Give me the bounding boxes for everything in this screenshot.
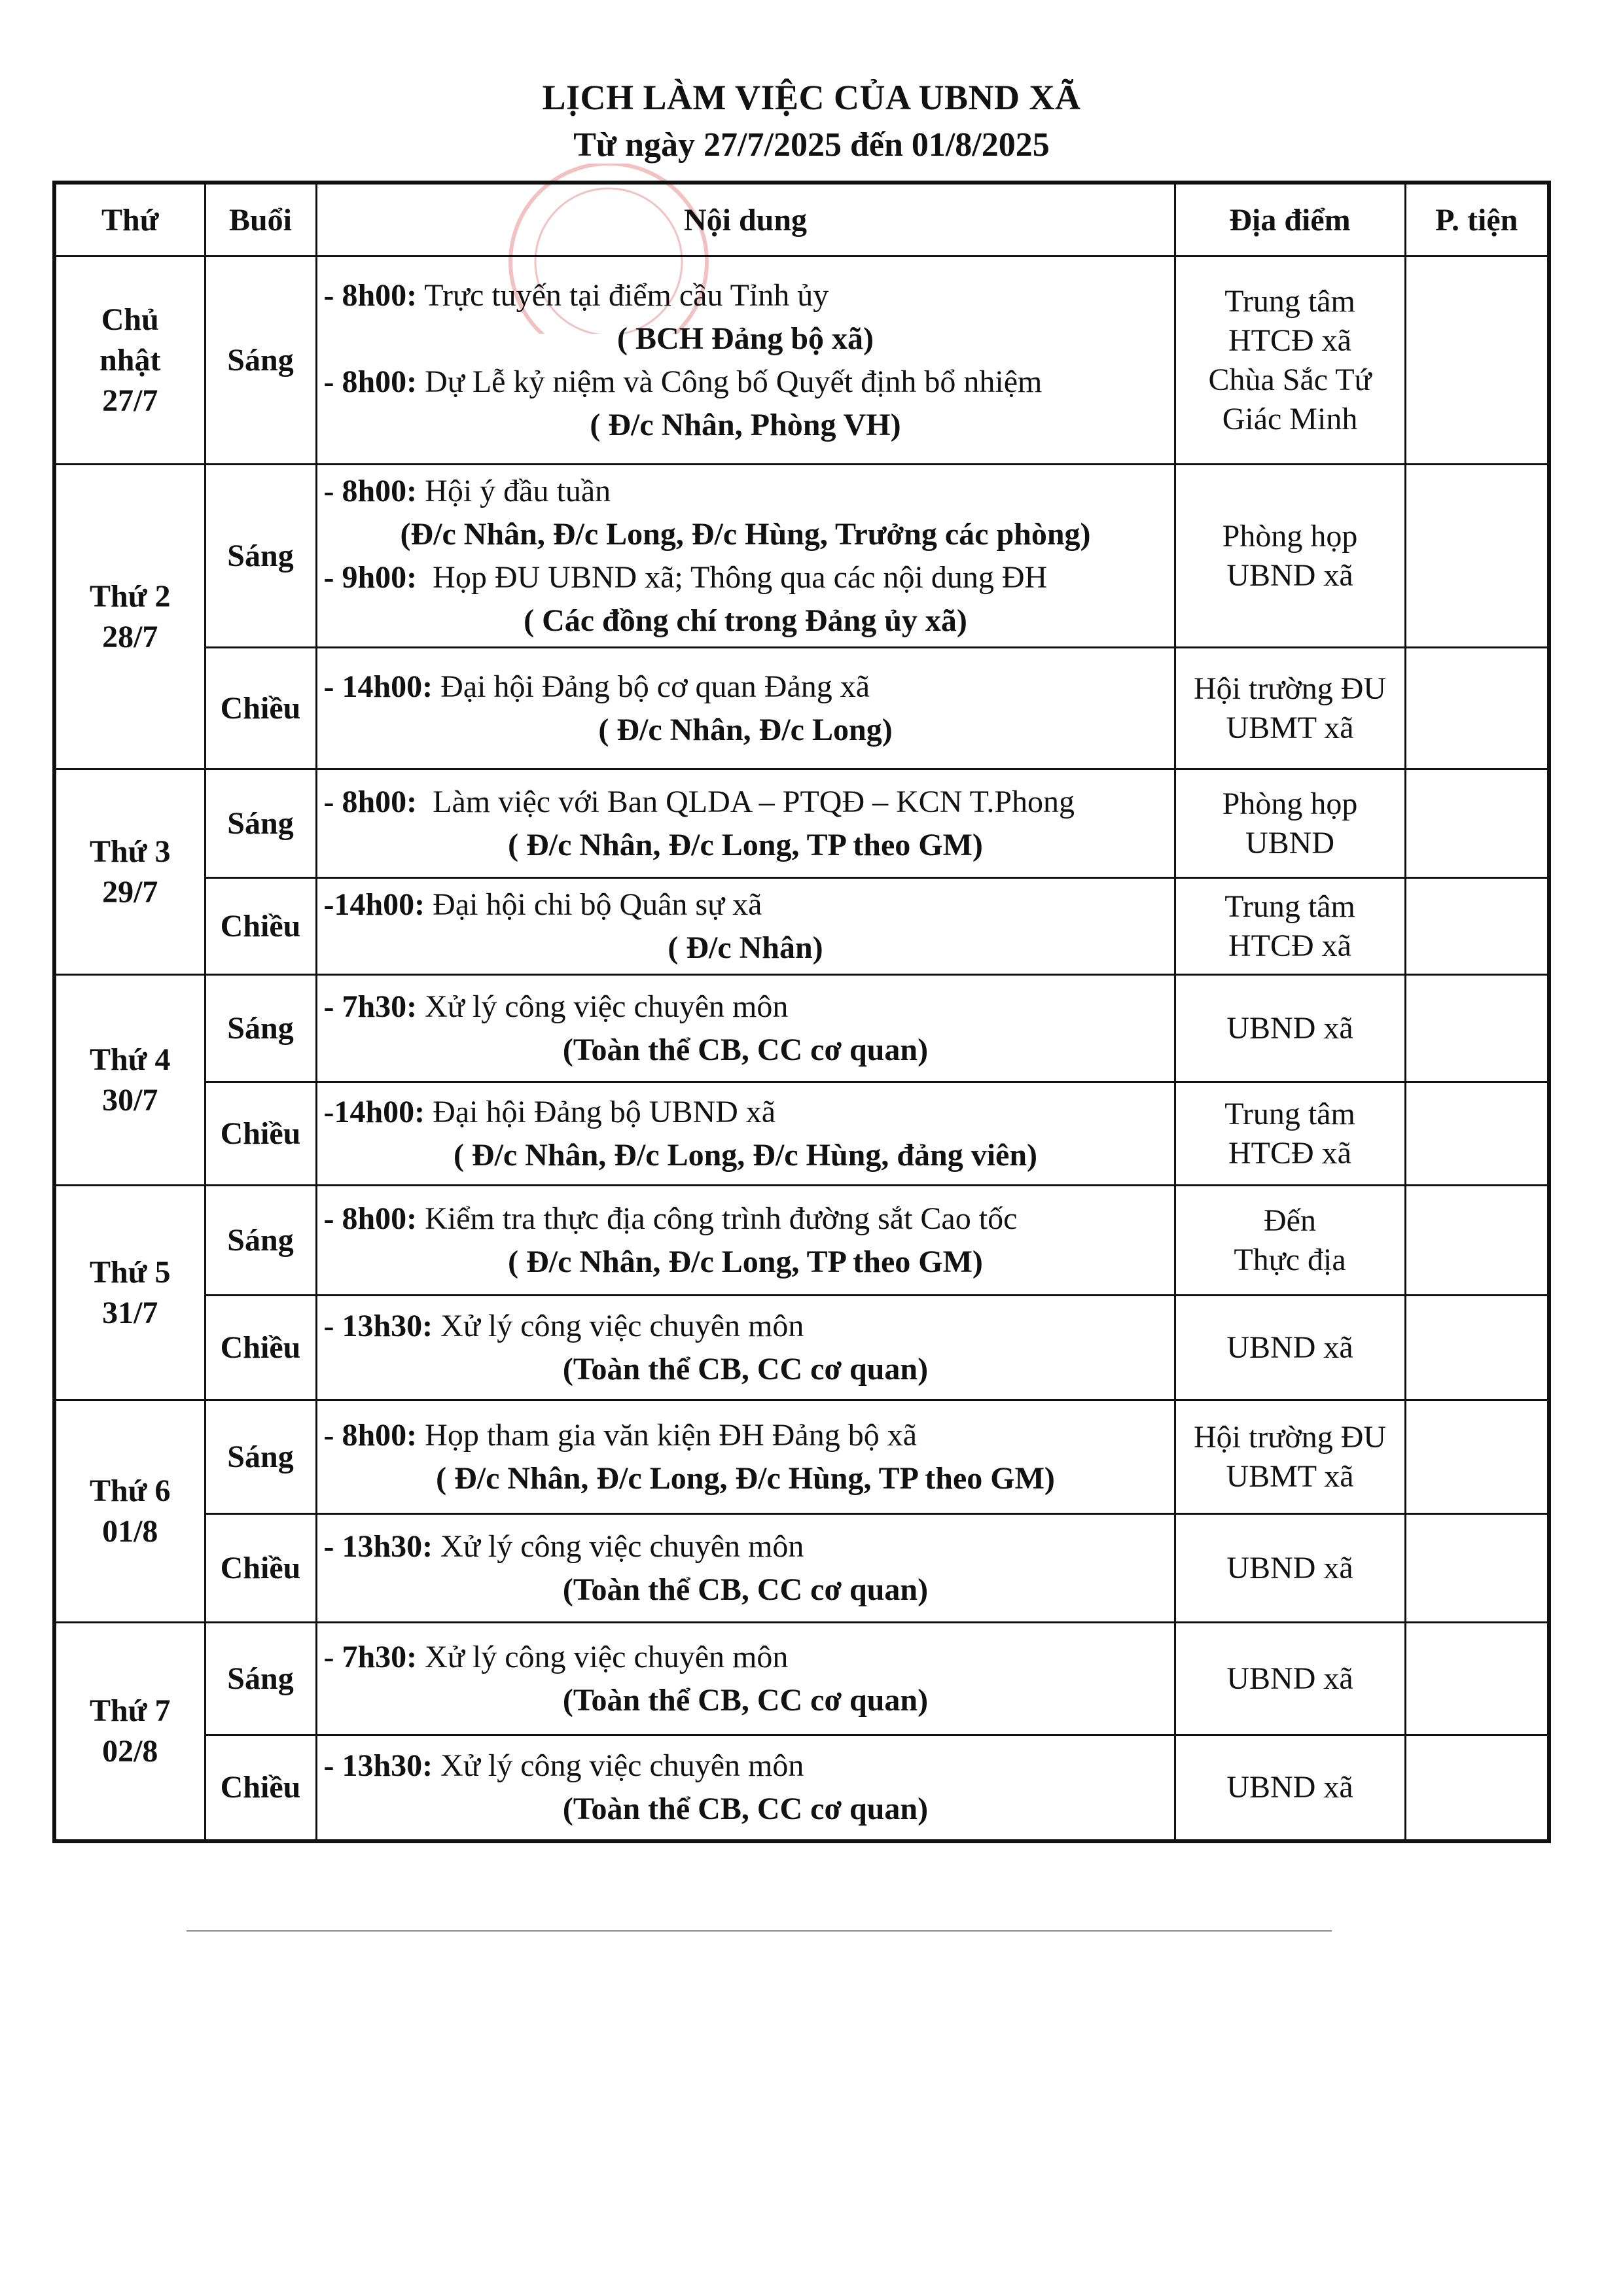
- place-cell: [1175, 769, 1405, 878]
- place-line: HTCĐ xã: [1228, 928, 1351, 963]
- session-cell: Chiều: [205, 878, 316, 975]
- footer-divider: [187, 1930, 1332, 1932]
- vehicle-cell: [1405, 1514, 1549, 1623]
- column-header-content: Nội dung: [316, 183, 1175, 256]
- table-row: [54, 1296, 1549, 1400]
- place-line: UBND xã: [1226, 1769, 1353, 1805]
- content-cell: [316, 769, 1175, 878]
- vehicle-cell: [1405, 648, 1549, 769]
- place-line: Trung tâm: [1224, 1096, 1355, 1131]
- content-cell: [316, 1296, 1175, 1400]
- agenda-time: -14h00:: [323, 1094, 425, 1129]
- agenda-text: Kiểm tra thực địa công trình đường sắt Cao tốc: [417, 1201, 1018, 1236]
- content-cell: [316, 1735, 1175, 1841]
- place-line: UBND xã: [1226, 557, 1353, 593]
- day-label-line: 29/7: [102, 874, 158, 910]
- column-header-day: Thứ: [54, 183, 205, 256]
- agenda-item: [324, 665, 1168, 709]
- agenda-text: Họp ĐU UBND xã; Thông qua các nội dung ĐH: [417, 559, 1048, 595]
- agenda-attendees: (Toàn thể CB, CC cơ quan): [562, 1572, 929, 1607]
- table-row: [54, 769, 1549, 878]
- place-line: Đến: [1264, 1203, 1316, 1238]
- session-cell: Sáng: [205, 1186, 316, 1296]
- place-line: Trung tâm: [1224, 889, 1355, 924]
- place-line: UBND xã: [1226, 1330, 1353, 1365]
- vehicle-cell: [1405, 975, 1549, 1082]
- day-cell: [54, 1623, 205, 1841]
- column-header-session: Buổi: [205, 183, 316, 256]
- agenda-text: Xử lý công việc chuyên môn: [433, 1748, 804, 1783]
- session-cell: Chiều: [205, 1296, 316, 1400]
- agenda-item: [324, 985, 1168, 1029]
- day-label-line: 02/8: [102, 1733, 158, 1769]
- place-cell: [1175, 1400, 1405, 1514]
- day-label-line: 31/7: [102, 1295, 158, 1330]
- place-line: HTCĐ xã: [1228, 1135, 1351, 1171]
- table-row: [54, 1186, 1549, 1296]
- place-line: UBND xã: [1226, 1661, 1353, 1696]
- content-cell: [316, 1623, 1175, 1735]
- content-cell: [316, 878, 1175, 975]
- agenda-attendees: ( Đ/c Nhân, Đ/c Long, Đ/c Hùng, đảng viên): [453, 1137, 1038, 1173]
- table-row: [54, 1623, 1549, 1735]
- page-subtitle: Từ ngày 27/7/2025 đến 01/8/2025: [573, 126, 1050, 164]
- agenda-text: Đại hội Đảng bộ cơ quan Đảng xã: [433, 669, 870, 704]
- agenda-item: [324, 1091, 1168, 1134]
- agenda-time: - 8h00:: [323, 1201, 418, 1236]
- session-cell: Sáng: [205, 1623, 316, 1735]
- agenda-time: - 9h00:: [323, 559, 418, 595]
- agenda-attendees: ( Đ/c Nhân, Đ/c Long, TP theo GM): [508, 1244, 983, 1279]
- vehicle-cell: [1405, 1186, 1549, 1296]
- place-cell: [1175, 465, 1405, 648]
- agenda-attendees: ( Đ/c Nhân, Đ/c Long): [598, 712, 893, 747]
- day-cell: [54, 769, 205, 975]
- schedule-table: [52, 181, 1551, 1843]
- place-cell: [1175, 1623, 1405, 1735]
- vehicle-cell: [1405, 1735, 1549, 1841]
- table-row: [54, 1082, 1549, 1186]
- agenda-item: [324, 274, 1168, 317]
- agenda-attendees: ( Đ/c Nhân): [668, 930, 823, 965]
- content-cell: [316, 1514, 1175, 1623]
- vehicle-cell: [1405, 878, 1549, 975]
- content-cell: [316, 256, 1175, 465]
- session-cell: Sáng: [205, 975, 316, 1082]
- agenda-item: [324, 1636, 1168, 1679]
- page-title: LỊCH LÀM VIỆC CỦA UBND XÃ: [542, 78, 1081, 117]
- session-cell: Sáng: [205, 1400, 316, 1514]
- column-header-place: Địa điểm: [1175, 183, 1405, 256]
- agenda-text: Dự Lễ kỷ niệm và Công bố Quyết định bổ nhiệm: [417, 364, 1043, 399]
- agenda-text: Xử lý công việc chuyên môn: [433, 1308, 804, 1343]
- agenda-text: Đại hội chi bộ Quân sự xã: [425, 887, 762, 922]
- place-line: Thực địa: [1234, 1242, 1346, 1277]
- session-cell: Sáng: [205, 465, 316, 648]
- day-label-line: 27/7: [102, 383, 158, 418]
- day-label-line: Thứ 4: [89, 1042, 171, 1077]
- day-label-line: Thứ 7: [89, 1693, 171, 1728]
- vehicle-cell: [1405, 1400, 1549, 1514]
- place-line: Trung tâm: [1224, 283, 1355, 319]
- table-row: [54, 1514, 1549, 1623]
- agenda-item: [324, 556, 1168, 599]
- day-label-line: 30/7: [102, 1082, 158, 1118]
- agenda-item: [324, 1414, 1168, 1457]
- agenda-attendees: ( Đ/c Nhân, Phòng VH): [590, 407, 901, 442]
- day-label-line: nhật: [99, 342, 161, 378]
- place-cell: [1175, 1082, 1405, 1186]
- day-cell: [54, 1400, 205, 1623]
- agenda-text: Làm việc với Ban QLDA – PTQĐ – KCN T.Phong: [417, 784, 1075, 819]
- agenda-item: [324, 781, 1168, 824]
- agenda-text: Trực tuyến tại điểm cầu Tỉnh ủy: [417, 277, 829, 313]
- column-header-vehicle: P. tiện: [1405, 183, 1549, 256]
- table-header-row: [54, 183, 1549, 256]
- place-line: Phòng họp: [1222, 518, 1358, 554]
- agenda-time: - 13h30:: [323, 1308, 433, 1343]
- content-cell: [316, 1400, 1175, 1514]
- agenda-item: [324, 1525, 1168, 1568]
- place-cell: [1175, 1514, 1405, 1623]
- place-cell: [1175, 1735, 1405, 1841]
- place-line: HTCĐ xã: [1228, 323, 1351, 358]
- day-cell: [54, 465, 205, 769]
- place-cell: [1175, 1186, 1405, 1296]
- agenda-item: [324, 1305, 1168, 1348]
- agenda-time: - 7h30:: [323, 989, 418, 1024]
- place-line: UBND: [1245, 825, 1334, 860]
- agenda-item: [324, 883, 1168, 927]
- agenda-attendees: ( Các đồng chí trong Đảng ủy xã): [524, 603, 967, 638]
- session-cell: Sáng: [205, 769, 316, 878]
- agenda-attendees: (Toàn thể CB, CC cơ quan): [562, 1351, 929, 1386]
- day-label-line: Chủ: [101, 302, 159, 337]
- agenda-attendees: (Toàn thể CB, CC cơ quan): [562, 1032, 929, 1067]
- agenda-attendees: (Toàn thể CB, CC cơ quan): [562, 1791, 929, 1826]
- content-cell: [316, 975, 1175, 1082]
- agenda-time: - 13h30:: [323, 1528, 433, 1564]
- place-line: UBMT xã: [1226, 1458, 1354, 1494]
- agenda-attendees: (Đ/c Nhân, Đ/c Long, Đ/c Hùng, Trưởng các phòng): [400, 516, 1091, 552]
- day-label-line: Thứ 2: [89, 578, 171, 614]
- table-row: [54, 878, 1549, 975]
- place-line: UBND xã: [1226, 1010, 1353, 1046]
- vehicle-cell: [1405, 465, 1549, 648]
- day-cell: [54, 256, 205, 465]
- day-label-line: Thứ 5: [89, 1254, 171, 1290]
- vehicle-cell: [1405, 1082, 1549, 1186]
- agenda-item: [324, 1197, 1168, 1241]
- place-line: Hội trường ĐU: [1193, 671, 1387, 706]
- agenda-attendees: ( Đ/c Nhân, Đ/c Long, Đ/c Hùng, TP theo GM): [436, 1460, 1055, 1496]
- session-cell: Chiều: [205, 1082, 316, 1186]
- vehicle-cell: [1405, 1296, 1549, 1400]
- session-cell: Chiều: [205, 648, 316, 769]
- place-line: Chùa Sắc Tứ: [1208, 362, 1372, 397]
- agenda-attendees: (Toàn thể CB, CC cơ quan): [562, 1682, 929, 1718]
- agenda-time: - 8h00:: [323, 473, 418, 508]
- session-cell: Chiều: [205, 1514, 316, 1623]
- table-row: [54, 256, 1549, 465]
- agenda-text: Đại hội Đảng bộ UBND xã: [425, 1094, 776, 1129]
- agenda-time: - 7h30:: [323, 1639, 418, 1674]
- agenda-time: - 8h00:: [323, 277, 418, 313]
- place-line: UBND xã: [1226, 1550, 1353, 1585]
- day-label-line: 01/8: [102, 1513, 158, 1549]
- vehicle-cell: [1405, 1623, 1549, 1735]
- content-cell: [316, 1082, 1175, 1186]
- place-line: UBMT xã: [1226, 710, 1354, 745]
- place-line: Giác Minh: [1222, 401, 1358, 436]
- agenda-time: -14h00:: [323, 887, 425, 922]
- agenda-text: Hội ý đầu tuần: [417, 473, 611, 508]
- day-label-line: Thứ 6: [89, 1473, 171, 1508]
- agenda-time: - 8h00:: [323, 784, 418, 819]
- agenda-time: - 13h30:: [323, 1748, 433, 1783]
- agenda-time: - 14h00:: [323, 669, 433, 704]
- content-cell: [316, 648, 1175, 769]
- place-cell: [1175, 975, 1405, 1082]
- content-cell: [316, 465, 1175, 648]
- place-line: Phòng họp: [1222, 786, 1358, 821]
- agenda-attendees: ( BCH Đảng bộ xã): [616, 321, 874, 356]
- table-row: [54, 1400, 1549, 1514]
- schedule-body: [54, 256, 1549, 1841]
- agenda-text: Xử lý công việc chuyên môn: [417, 1639, 789, 1674]
- place-line: Hội trường ĐU: [1193, 1419, 1387, 1455]
- agenda-item: [324, 470, 1168, 513]
- session-cell: Sáng: [205, 256, 316, 465]
- table-row: [54, 465, 1549, 648]
- place-cell: [1175, 1296, 1405, 1400]
- content-cell: [316, 1186, 1175, 1296]
- day-label-line: 28/7: [102, 619, 158, 654]
- day-label-line: Thứ 3: [89, 834, 171, 869]
- agenda-item: [324, 361, 1168, 404]
- vehicle-cell: [1405, 769, 1549, 878]
- agenda-text: Xử lý công việc chuyên môn: [417, 989, 789, 1024]
- agenda-text: Xử lý công việc chuyên môn: [433, 1528, 804, 1564]
- table-row: [54, 1735, 1549, 1841]
- place-cell: [1175, 256, 1405, 465]
- session-cell: Chiều: [205, 1735, 316, 1841]
- agenda-attendees: ( Đ/c Nhân, Đ/c Long, TP theo GM): [508, 827, 983, 862]
- place-cell: [1175, 878, 1405, 975]
- day-cell: [54, 1186, 205, 1400]
- agenda-time: - 8h00:: [323, 364, 418, 399]
- table-row: [54, 648, 1549, 769]
- table-row: [54, 975, 1549, 1082]
- place-cell: [1175, 648, 1405, 769]
- vehicle-cell: [1405, 256, 1549, 465]
- day-cell: [54, 975, 205, 1186]
- agenda-item: [324, 1744, 1168, 1788]
- agenda-text: Họp tham gia văn kiện ĐH Đảng bộ xã: [417, 1417, 917, 1453]
- agenda-time: - 8h00:: [323, 1417, 418, 1453]
